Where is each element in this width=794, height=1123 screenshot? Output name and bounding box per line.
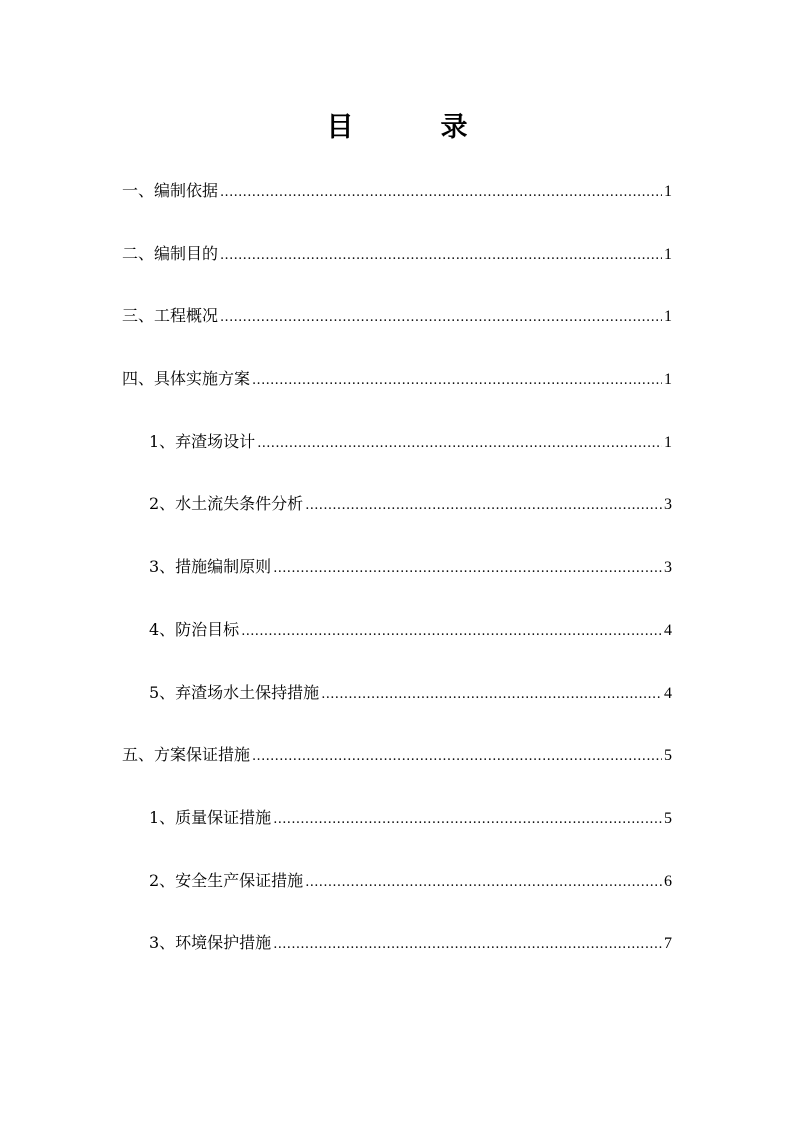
toc-subentry[interactable] (122, 676, 672, 739)
toc-entry-label: 2、安全生产保证措施 (149, 870, 304, 890)
toc-page-number: 1 (664, 245, 672, 263)
toc-entry-label: 四、具体实施方案 (122, 369, 251, 389)
toc-subentry[interactable] (122, 550, 672, 613)
toc-subentry[interactable] (122, 613, 672, 676)
toc-entry[interactable] (122, 299, 672, 362)
toc-dot-leader (273, 928, 662, 962)
toc-dot-leader (305, 866, 662, 900)
toc-entry[interactable] (122, 738, 672, 801)
toc-entry-label: 2、水土流失条件分析 (149, 494, 304, 514)
toc-subentry[interactable] (122, 425, 672, 488)
toc-page-number: 1 (664, 183, 672, 200)
toc-dot-leader (273, 803, 662, 837)
toc-subentry[interactable] (122, 926, 672, 989)
toc-subentry[interactable] (122, 801, 672, 864)
toc-subentry[interactable] (122, 864, 672, 927)
toc-entry[interactable] (122, 362, 672, 425)
toc-entry-label: 5、弃渣场水土保持措施 (149, 682, 320, 702)
toc-entry-label: 1、弃渣场设计 (149, 431, 256, 451)
toc-dot-leader (273, 552, 662, 586)
toc-dot-leader (220, 239, 662, 273)
toc-dot-leader (220, 176, 662, 210)
toc-dot-leader (321, 678, 662, 712)
toc-dot-leader (305, 489, 662, 523)
toc-page-number: 4 (664, 621, 672, 639)
toc-entry-label: 4、防治目标 (149, 619, 240, 639)
toc-entry-label: 3、措施编制原则 (149, 557, 272, 577)
toc-dot-leader (220, 301, 662, 335)
toc-page-number: 1 (664, 308, 672, 326)
toc-page-number: 1 (664, 433, 672, 451)
toc-entry[interactable] (122, 174, 672, 237)
toc-page-number: 5 (664, 747, 672, 765)
table-of-contents (122, 174, 672, 989)
toc-dot-leader (252, 364, 662, 398)
toc-entry-label: 一、编制依据 (122, 181, 219, 200)
toc-page-number: 4 (664, 684, 672, 702)
toc-dot-leader (252, 740, 662, 774)
toc-page-number: 3 (664, 496, 672, 514)
toc-dot-leader (241, 615, 662, 649)
toc-entry-label: 五、方案保证措施 (122, 745, 251, 765)
page-title: 目 录 (326, 112, 498, 143)
toc-dot-leader (257, 427, 662, 461)
toc-page-number: 6 (664, 872, 672, 890)
toc-entry-label: 三、工程概况 (122, 306, 219, 326)
toc-entry-label: 1、质量保证措施 (149, 807, 272, 827)
toc-page-number: 5 (664, 809, 672, 827)
toc-entry-label: 3、环境保护措施 (149, 933, 272, 953)
toc-entry[interactable] (122, 237, 672, 300)
toc-page-number: 1 (664, 371, 672, 389)
toc-page-number: 7 (664, 935, 672, 953)
toc-page-number: 3 (664, 559, 672, 577)
toc-entry-label: 二、编制目的 (122, 243, 219, 263)
toc-subentry[interactable] (122, 487, 672, 550)
